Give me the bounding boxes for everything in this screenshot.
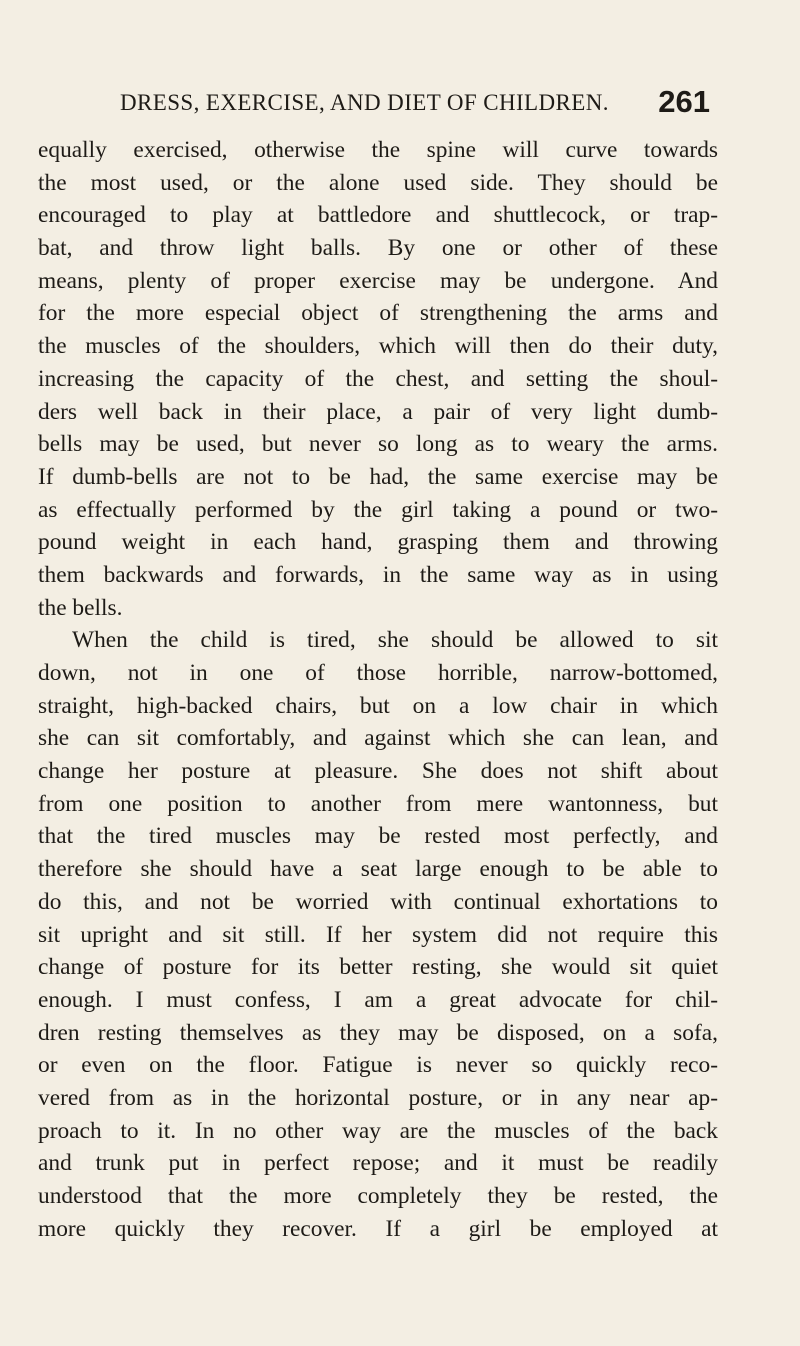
text-line: for the more especial object of strengthening the arms and (38, 300, 718, 327)
text-line: straight, high-backed chairs, but on a low chair in which (38, 692, 718, 719)
running-title: DRESS, EXERCISE, AND DIET OF CHILDREN. (120, 90, 609, 115)
body-text (38, 134, 718, 1245)
text-line: change of posture for its better resting, she would sit quiet (38, 954, 718, 981)
text-line: pound weight in each hand, grasping them and throwing (38, 529, 718, 556)
text-line: or even on the floor. Fatigue is never so quickly reco- (38, 1052, 718, 1079)
text-line: more quickly they recover. If a girl be employed at (38, 1215, 718, 1242)
text-line: as effectually performed by the girl taking a pound or two- (38, 496, 718, 523)
text-line: means, plenty of proper exercise may be undergone. And (38, 267, 718, 294)
text-line: the most used, or the alone used side. They should be (38, 169, 718, 196)
text-line: increasing the capacity of the chest, and setting the shoul- (38, 365, 718, 392)
text-line: proach to it. In no other way are the muscles of the back (38, 1117, 718, 1144)
text-line: equally exercised, otherwise the spine will curve towards (38, 137, 718, 163)
text-line: ders well back in their place, a pair of very light dumb- (38, 398, 718, 425)
page-number: 261 (658, 84, 710, 119)
paragraph-end-line: the bells. (38, 594, 123, 621)
text-line: enough. I must confess, I am a great advocate for chil- (38, 986, 718, 1013)
paragraph-start-line: When the child is tired, she should be allowed to sit (72, 627, 718, 654)
text-line: that the tired muscles may be rested most perfectly, and (38, 823, 718, 850)
text-line: sit upright and sit still. If her system did not require this (38, 921, 718, 948)
text-line: do this, and not be worried with continual exhortations to (38, 888, 718, 915)
text-line: from one position to another from mere wantonness, but (38, 790, 718, 817)
text-line: she can sit comfortably, and against which she can lean, and (38, 725, 718, 752)
text-line: understood that the more completely they be rested, the (38, 1183, 718, 1209)
text-line: therefore she should have a seat large enough to be able to (38, 856, 718, 883)
text-line: change her posture at pleasure. She does not shift about (38, 758, 718, 785)
text-line: the muscles of the shoulders, which will then do their duty, (38, 333, 718, 360)
text-line: If dumb-bells are not to be had, the same exercise may be (38, 463, 718, 490)
text-line: vered from as in the horizontal posture, or in any near ap- (38, 1084, 718, 1111)
text-line: encouraged to play at battledore and shuttlecock, or trap- (38, 202, 718, 229)
text-line: them backwards and forwards, in the same way as in using (38, 561, 718, 588)
text-line: dren resting themselves as they may be disposed, on a sofa, (38, 1019, 718, 1046)
text-line: bat, and throw light balls. By one or other of these (38, 235, 718, 262)
running-head (60, 86, 710, 126)
text-line: bells may be used, but never so long as to weary the arms. (38, 431, 718, 458)
text-line: down, not in one of those horrible, narrow-bottomed, (38, 660, 718, 686)
text-line: and trunk put in perfect repose; and it must be readily (38, 1150, 718, 1177)
